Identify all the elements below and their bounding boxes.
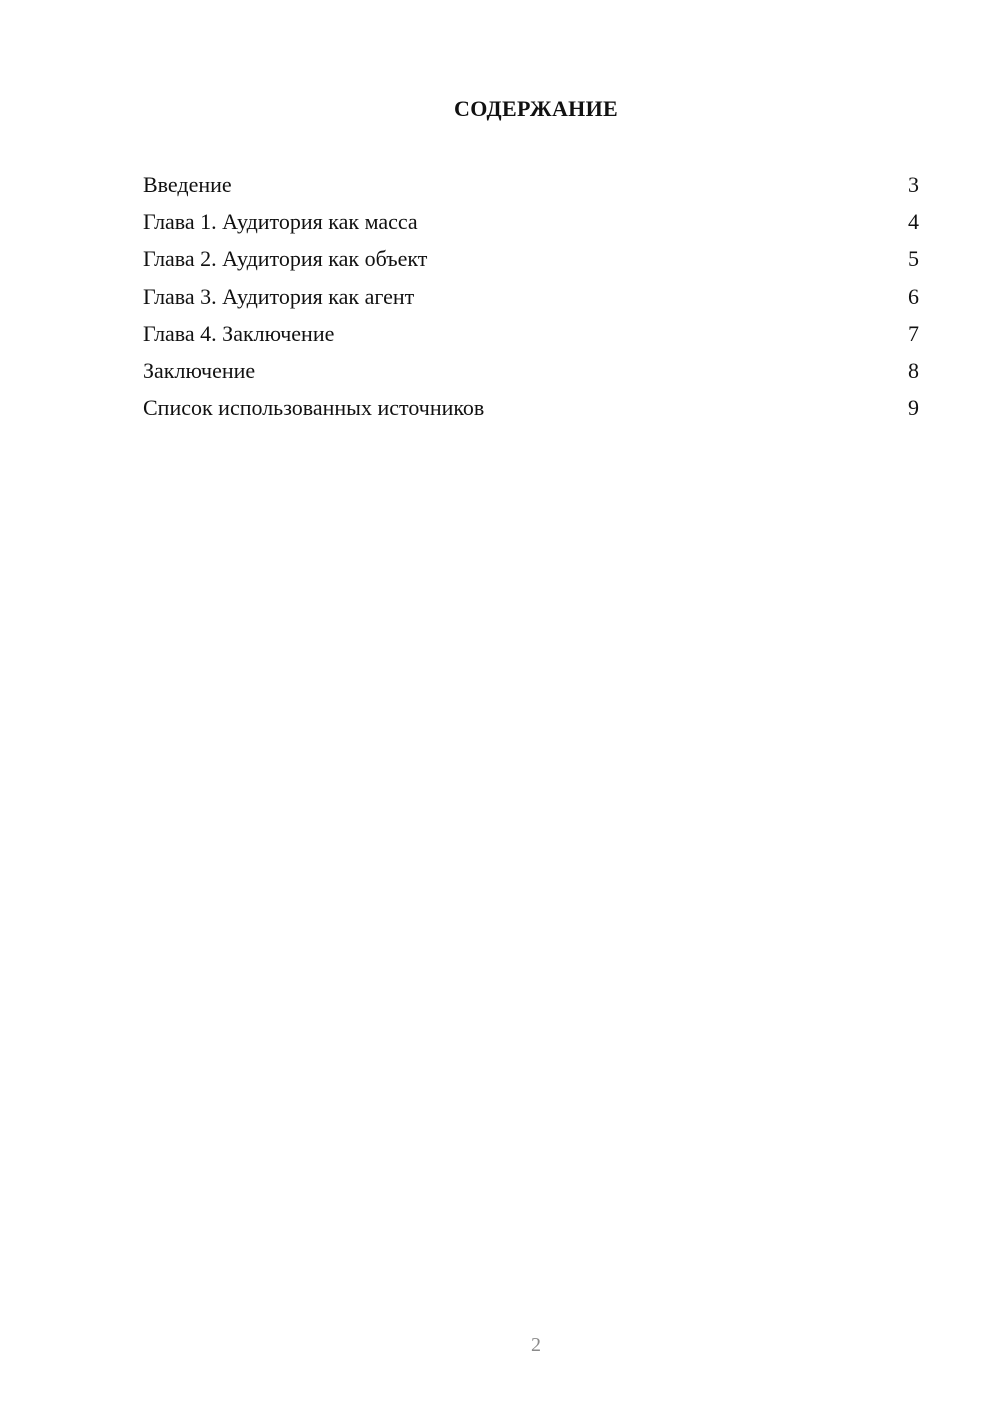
toc-entry-label: Глава 2. Аудитория как объект	[143, 246, 428, 272]
toc-entry-references	[143, 392, 919, 429]
toc-entry-label: Заключение	[143, 357, 256, 383]
toc-entry-chapter-4	[143, 318, 919, 355]
page-title: СОДЕРЖАНИЕ	[454, 96, 618, 121]
toc-entry-page-number: 9	[908, 395, 919, 421]
toc-entry-page-number: 7	[908, 320, 919, 346]
page-number: 2	[531, 1334, 541, 1356]
toc-entry-label: Глава 3. Аудитория как агент	[143, 283, 415, 309]
toc-entry-label: Глава 1. Аудитория как масса	[143, 209, 418, 235]
toc-entry-chapter-3	[143, 281, 919, 318]
toc-entry-page-number: 4	[908, 209, 919, 235]
toc-entry-label: Глава 4. Заключение	[143, 320, 335, 346]
table-of-contents	[143, 169, 919, 429]
toc-entry-page-number: 8	[908, 357, 919, 383]
toc-entry-page-number: 3	[908, 172, 919, 197]
toc-entry-label: Список использованных источников	[143, 395, 485, 421]
toc-entry-page-number: 6	[908, 283, 919, 309]
toc-entry-chapter-1	[143, 206, 919, 243]
toc-entry-chapter-2	[143, 243, 919, 280]
toc-entry-conclusion	[143, 355, 919, 392]
toc-entry-label: Введение	[143, 172, 232, 197]
toc-entry-introduction	[143, 169, 919, 206]
toc-entry-page-number: 5	[908, 246, 919, 272]
